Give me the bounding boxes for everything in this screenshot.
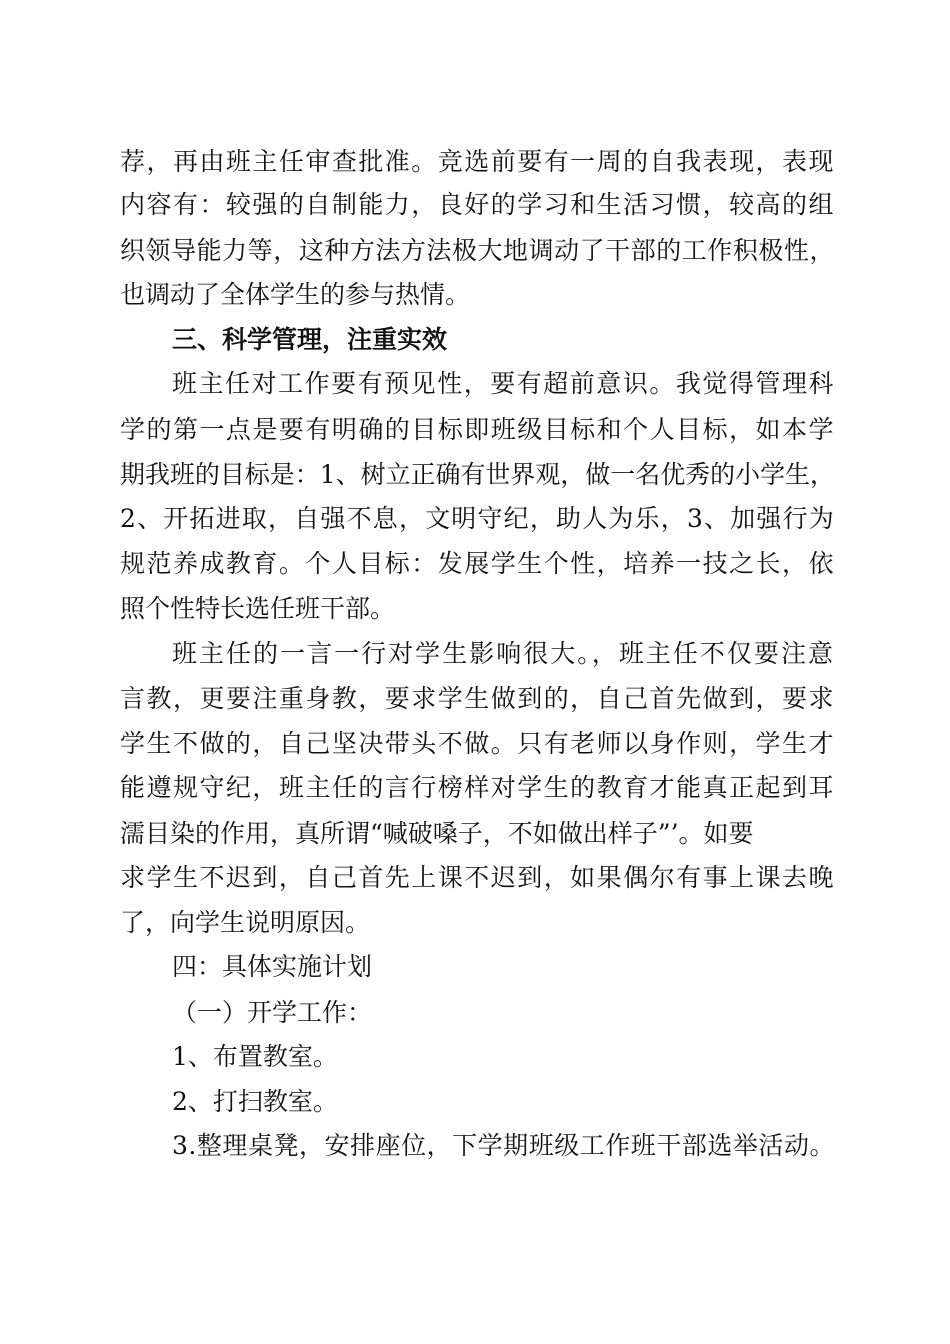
line-text: 濡目染的作用，真所谓“喊破嗓子，不如做出样子”’。如要 [120,819,754,848]
sub-heading [0,993,950,1033]
list-item-text: 2、打扫教室。 [172,1087,338,1116]
paragraph-line [0,410,950,450]
line-text: 荐，再由班主任审查批准。竞选前要有一周的自我表现，表现 [120,147,835,176]
list-item [0,1126,950,1166]
list-item [0,1037,950,1077]
paragraph-line [0,231,950,271]
line-text: 学生不做的，自己坚决带头不做。只有老师以身作则，学生才 [120,729,835,758]
paragraph-line [0,185,950,225]
paragraph-line [0,142,950,182]
paragraph-line [0,724,950,764]
line-text: 了，向学生说明原因。 [120,908,371,937]
section-heading [0,320,950,360]
paragraph-line [0,858,950,898]
line-text: 照个性特长选任班干部。 [120,594,396,623]
paragraph-line [0,814,950,854]
paragraph-line [0,634,950,674]
section-heading [0,947,950,987]
line-text: 班主任对工作要有预见性，要有超前意识。我觉得管理科 [172,369,835,398]
paragraph-line [0,499,950,539]
subheading-text: （一）开学工作： [172,998,373,1027]
line-text: 言教，更要注重身教，要求学生做到的，自己首先做到，要求 [120,684,835,713]
line-text: 班主任的一言一行对学生影响很大。，班主任不仅要注意 [172,639,835,668]
heading-text: 三、科学管理，注重实效 [172,325,448,354]
line-text: 学的第一点是要有明确的目标即班级目标和个人目标，如本学 [120,415,835,444]
list-item-text: 3.整理桌凳，安排座位，下学期班级工作班干部选举活动。 [172,1131,835,1160]
line-text: 内容有：较强的自制能力，良好的学习和生活习惯，较高的组 [120,190,835,219]
paragraph-line [0,768,950,808]
line-text: 期我班的目标是：1、树立正确有世界观，做一名优秀的小学生， [120,460,835,489]
paragraph-line [0,455,950,495]
paragraph-line [0,903,950,943]
line-text: 织领导能力等，这种方法方法极大地调动了干部的工作积极性， [120,236,835,265]
list-item-text: 1、布置教室。 [172,1042,338,1071]
line-text: 2、开拓进取，自强不息，文明守纪，助人为乐，3、加强行为 [120,504,835,533]
list-item [0,1082,950,1122]
paragraph-line [0,679,950,719]
paragraph-line [0,364,950,404]
line-text: 也调动了全体学生的参与热情。 [120,280,471,309]
heading-text: 四：具体实施计划 [172,952,373,981]
paragraph-line [0,589,950,629]
paragraph-line [0,275,950,315]
line-text: 求学生不迟到，自己首先上课不迟到，如果偶尔有事上课去晚 [120,863,835,892]
line-text: 规范养成教育。个人目标：发展学生个性，培养一技之长，依 [120,549,835,578]
paragraph-line [0,544,950,584]
line-text: 能遵规守纪，班主任的言行榜样对学生的教育才能真正起到耳 [120,773,835,802]
